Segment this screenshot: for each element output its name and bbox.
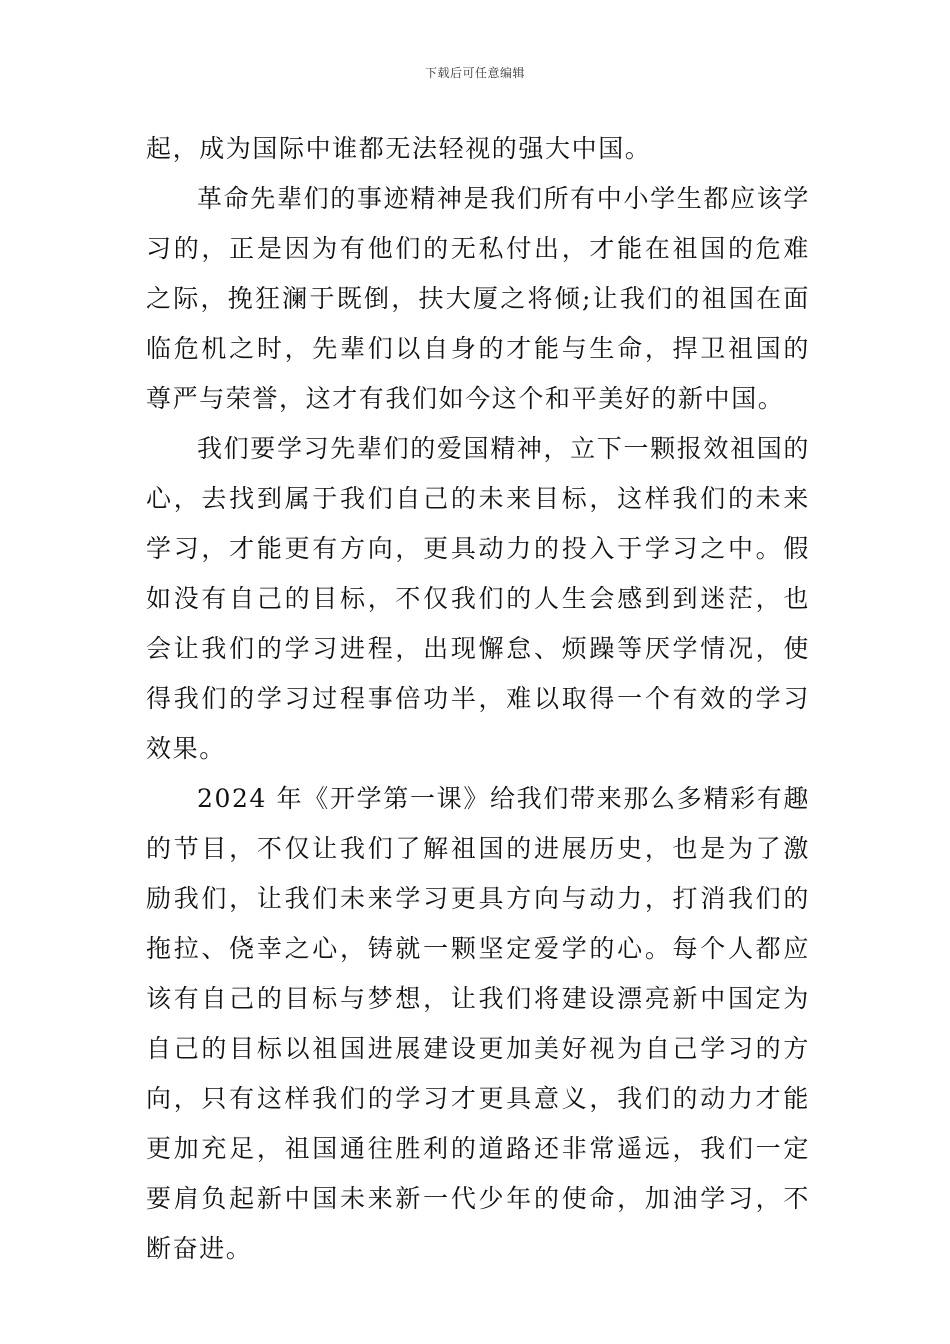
paragraph-3: 我们要学习先辈们的爱国精神，立下一颗报效祖国的心，去找到属于我们自己的未来目标，这样我们的未来学习，才能更有方向，更具动力的投入于学习之中。假如没有自己的目标，不仅我们的人生会感到到迷茫，也会让我们的学习进程，出现懈怠、烦躁等厌学情况，使得我们的学习过程事倍功半，难以取得一个有效的学习效果。 bbox=[146, 434, 810, 763]
paragraph-2: 革命先辈们的事迹精神是我们所有中小学生都应该学习的，正是因为有他们的无私付出，才能在祖国的危难之际，挽狂澜于既倒，扶大厦之将倾;让我们的祖国在面临危机之时，先辈们以自身的才能与生命，捍卫祖国的尊严与荣誉，这才有我们如今这个和平美好的新中国。 bbox=[146, 184, 810, 413]
page-header: 下载后可任意编辑 bbox=[424, 66, 525, 80]
paragraph-1: 起，成为国际中谁都无法轻视的强大中国。 bbox=[146, 134, 652, 163]
document-body bbox=[146, 124, 810, 1274]
paragraph-4: 2024 年《开学第一课》给我们带来那么多精彩有趣的节目，不仅让我们了解祖国的进展历史，也是为了激励我们，让我们未来学习更具方向与动力，打消我们的拖拉、侥幸之心，铸就一颗坚定爱学的心。每个人都应该有自己的目标与梦想，让我们将建设漂亮新中国定为自己的目标以祖国进展建设更加美好视为自己学习的方向，只有这样我们的学习才更具意义，我们的动力才能更加充足，祖国通往胜利的道路还非常遥远，我们一定要肩负起新中国未来新一代少年的使命，加油学习，不断奋进。 bbox=[146, 784, 810, 1263]
